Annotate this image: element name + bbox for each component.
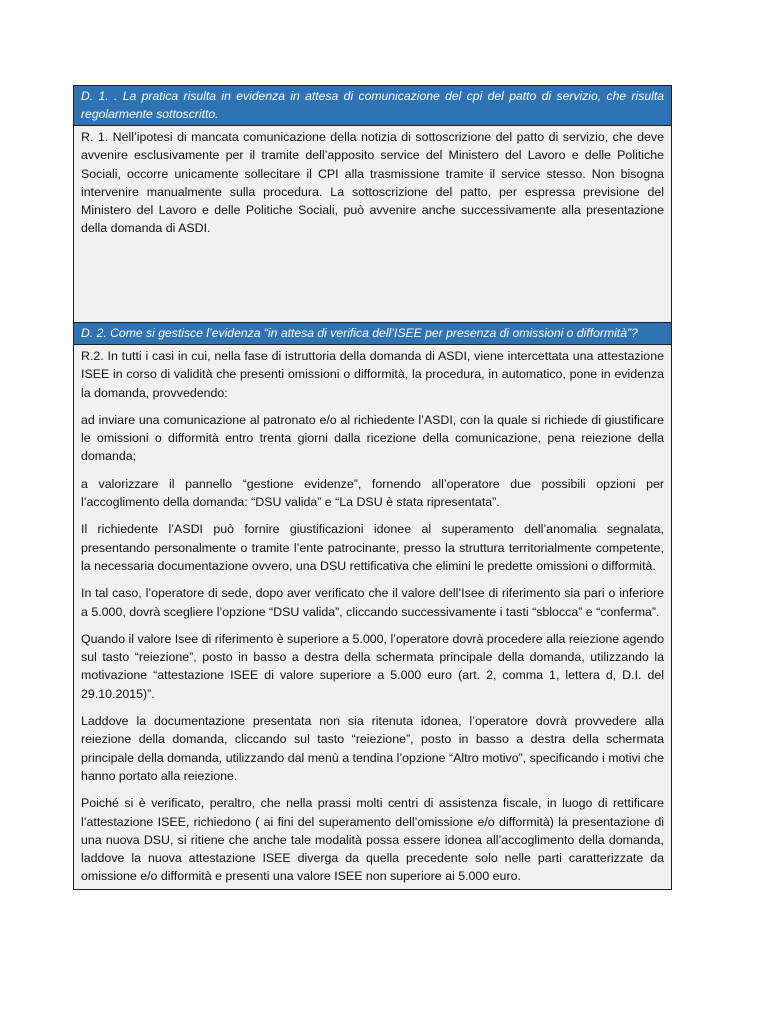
answer-2-paragraph-1: R.2. In tutti i casi in cui, nella fase di istruttoria della domanda di ASDI, viene intercettata una attestazione ISEE in corso di validità che presenti omissioni o difformità, la procedura, in automatico, pone in evidenza la domanda, provvedendo: [81,349,664,400]
answer-1 [74,126,671,322]
answer-2-paragraph-2: ad inviare una comunicazione al patronato e/o al richiedente l’ASDI, con la quale si richiede di giustificare le omissioni o difformità entro trenta giorni dalla ricezione della comunicazione, pena reiezione della domanda; [81,412,664,464]
answer-2 [74,345,671,889]
question-1: D. 1. . La pratica risulta in evidenza in attesa di comunicazione del cpi del patto di servizio, che risulta regolarmente sottoscritto. [74,86,671,126]
answer-1-paragraph: R. 1. Nell’ipotesi di mancata comunicazione della notizia di sottoscrizione del patto di servizio, che deve avvenire esclusivamente per il tramite dell’apposito service del Ministero del Lavoro e delle Politiche Sociali, occorre unicamente sollecitare il CPI alla trasmissione tramite il service stesso. Non bisogna intervenire manualmente sulla procedura. La sottoscrizione del patto, per espressa previsione del Ministero del Lavoro e delle Politiche Sociali, può avvenire anche successivamente alla presentazione della domanda di ASDI. [81,130,664,236]
answer-2-paragraph-3: a valorizzare il pannello “gestione evidenze”, fornendo all’operatore due possibili opzioni per l’accoglimento della domanda: “DSU valida” e “La DSU è stata ripresentata”. [81,476,664,510]
question-2: D. 2. Come si gestisce l’evidenza “in attesa di verifica dell’ISEE per presenza di omissioni o difformità”? [74,322,671,345]
answer-2-paragraph-4: Il richiedente l’ASDI può fornire giustificazioni idonee al superamento dell’anomalia segnalata, presentando personalmente o tramite l’ente patrocinante, presso la struttura territorialmente competente, la necessaria documentazione ovvero, una DSU rettificativa che elimini le predette omissioni o difformità. [81,522,664,573]
answer-2-paragraph-5: In tal caso, l’operatore di sede, dopo aver verificato che il valore dell’Isee di riferimento sia pari o inferiore a 5.000, dovrà scegliere l’opzione “DSU valida”, cliccando successivamente i tasti “sblocca” e “conferma”. [81,586,664,619]
answer-2-paragraph-7: Laddove la documentazione presentata non sia ritenuta idonea, l’operatore dovrà provvedere alla reiezione della domanda, cliccando sul tasto “reiezione”, posto in basso a destra della schermata principale della domanda, utilizzando dal menù a tendina l’opzione “Altro motivo”, specificando i motivi che hanno portato alla reiezione. [81,714,664,783]
answer-2-paragraph-6: Quando il valore Isee di riferimento è superiore a 5.000, l’operatore dovrà procedere alla reiezione agendo sul tasto “reiezione”, posto in basso a destra della schermata principale della domanda, utilizzando la motivazione “attestazione ISEE di valore superiore a 5.000 euro (art. 2, comma 1, lettera d, D.I. del 29.10.2015)”. [81,631,664,701]
answer-2-paragraph-8: Poiché si è verificato, peraltro, che nella prassi molti centri di assistenza fiscale, in luogo di rettificare l’attestazione ISEE, richiedono ( ai fini del superamento dell’omissione e/o difformità) la presentazione di una nuova DSU, si ritiene che anche tale modalità possa essere idonea all’accoglimento della domanda, laddove la nuova attestazione ISEE diverga da quella precedente solo nelle parti caratterizzate da omissione e/o difformità e presenti una valore ISEE non superiore ai 5.000 euro. [81,796,664,884]
faq-table [73,85,672,890]
